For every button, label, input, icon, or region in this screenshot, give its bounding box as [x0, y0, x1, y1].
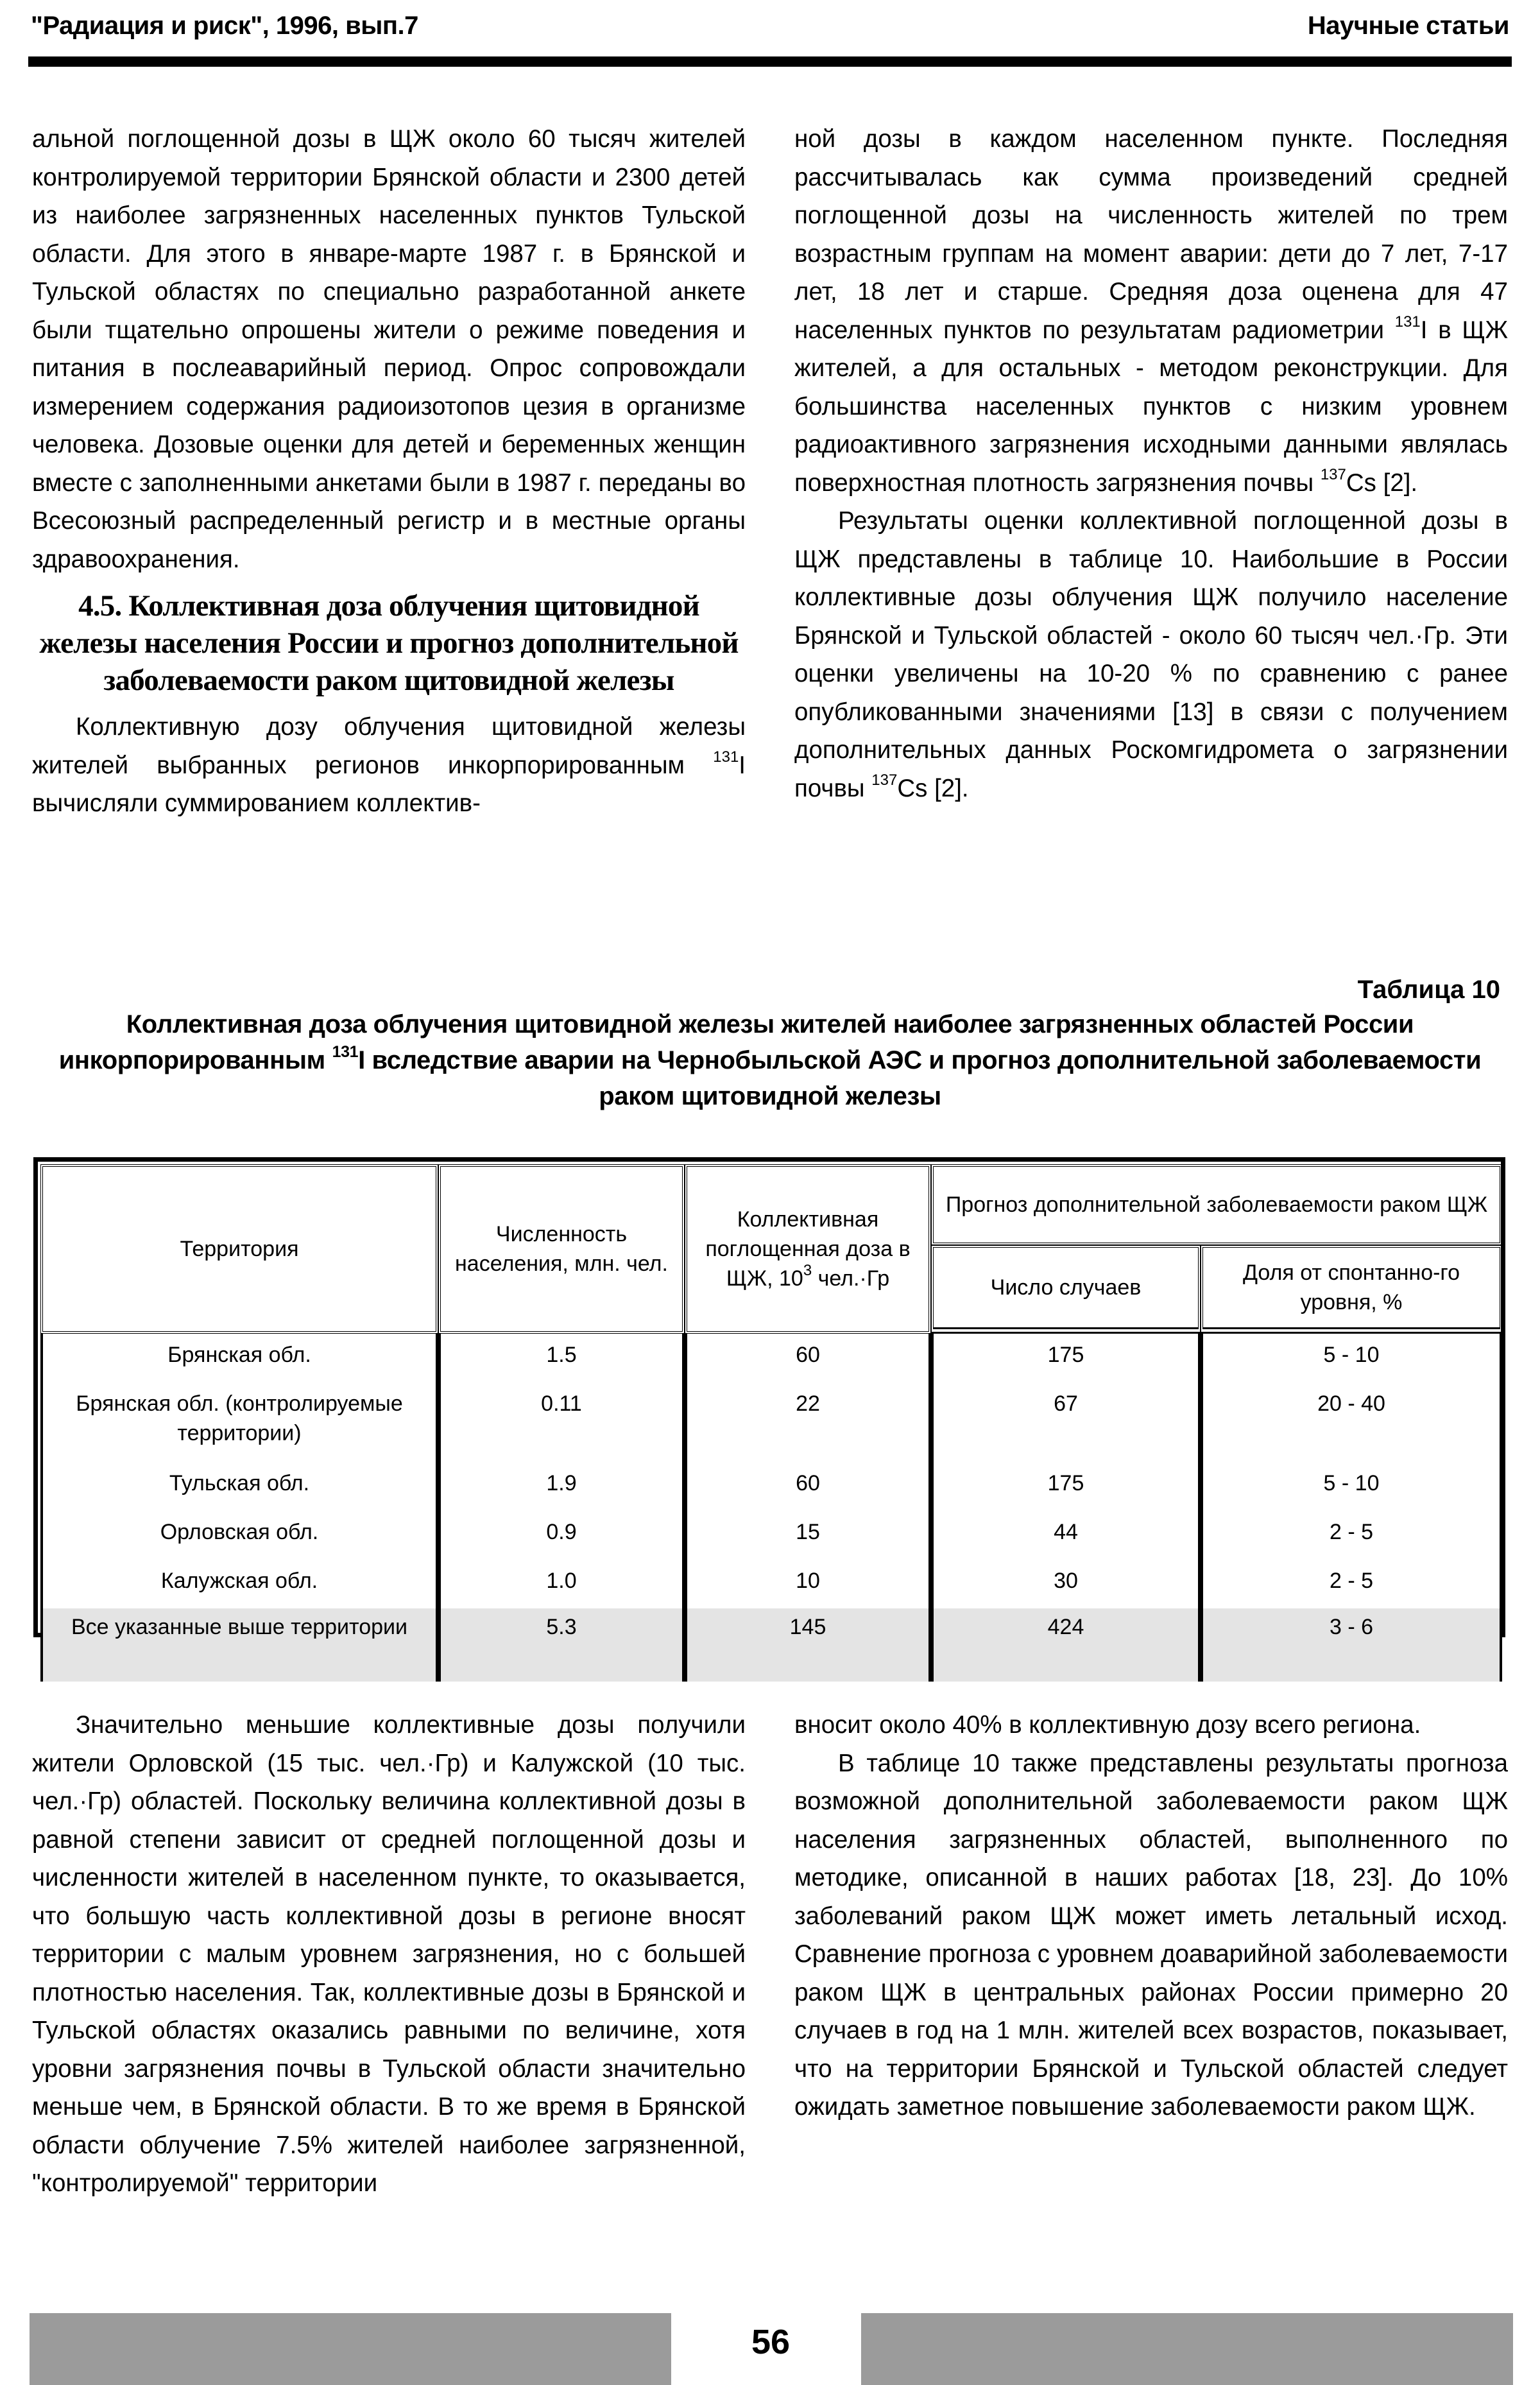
- text-run: I вследствие аварии на Чернобыльской АЭС и прогноз дополнительной заболеваемости раком щитовидной железы: [358, 1046, 1482, 1110]
- cell-cases: 424: [931, 1608, 1201, 1682]
- table-caption: [38, 1006, 1502, 1114]
- table-row: [40, 1462, 1502, 1511]
- isotope-superscript: 131: [1394, 313, 1421, 331]
- left-column-top: [32, 120, 746, 823]
- cell-dose: 10: [685, 1560, 931, 1608]
- section-heading: 4.5. Коллективная доза облучения щитовидной железы населения России и прогноз дополнительной заболеваемости раком щитовидной железы: [39, 589, 739, 697]
- text-run: I вычисляли суммированием коллектив-: [32, 751, 746, 817]
- cell-cases: 67: [931, 1382, 1201, 1462]
- cell-cases: 44: [931, 1511, 1201, 1560]
- right-column-bottom: [794, 1706, 1508, 2126]
- paragraph: В таблице 10 также представлены результаты прогноза возможной дополнительной заболеваемости раком ЩЖ населения загрязненных областей, выполненного по методике, описанной в наших работах [18, 23]. До 10% заболеваний раком ЩЖ может иметь летальный исход. Сравнение прогноза с уровнем доаварийной заболеваемости раком ЩЖ в центральных районах России примерно 20 случаев в год на 1 млн. жителей всех возрастов, показывает, что на территории Брянской и Тульской областей следует ожидать заметное повышение заболеваемости раком ЩЖ.: [794, 1749, 1508, 2121]
- header-territory: Территория: [40, 1164, 438, 1334]
- cell-share: 5 - 10: [1201, 1334, 1502, 1382]
- paragraph: вносит около 40% в коллективную дозу всего региона.: [794, 1711, 1421, 1739]
- cell-dose: 22: [685, 1382, 931, 1462]
- header-forecast: Прогноз дополнительной заболеваемости раком ЩЖ: [931, 1164, 1502, 1245]
- cell-population: 1.0: [438, 1560, 685, 1608]
- table-label: Таблица 10: [1357, 976, 1500, 1004]
- paragraph: Значительно меньшие коллективные дозы получили жители Орловской (15 тыс. чел.·Гр) и Калужской (10 тыс. чел.·Гр) областей. Поскольку величина коллективной дозы в равной степени зависит от средней поглощенной дозы и численности жителей в населенном пункте, то оказывается, что большую часть коллективной дозы в регионе вносят территории с малым уровнем загрязнения, но с большей плотностью населения. Так, коллективные дозы в Брянской и Тульской областях оказались равными по величине, хотя уровни загрязнения почвы в Тульской области значительно меньше чем, в Брянской области. В то же время в Брянской области облучение 7.5% жителей наиболее загрязненной, "контролируемой" территории: [32, 1711, 746, 2197]
- cell-share: 5 - 10: [1201, 1462, 1502, 1511]
- isotope-superscript: 137: [1320, 465, 1346, 483]
- header-rule: [28, 56, 1512, 67]
- text-run: Cs [2].: [1346, 469, 1418, 497]
- cell-share: 20 - 40: [1201, 1382, 1502, 1462]
- header-collective-dose: [685, 1164, 931, 1334]
- isotope-superscript: 137: [871, 771, 898, 789]
- cell-share: 3 - 6: [1201, 1608, 1502, 1682]
- cell-population: 5.3: [438, 1608, 685, 1682]
- cell-dose: 60: [685, 1462, 931, 1511]
- isotope-superscript: 131: [332, 1042, 359, 1061]
- paragraph: [32, 708, 746, 823]
- cell-share: 2 - 5: [1201, 1560, 1502, 1608]
- text-run: чел.·Гр: [812, 1266, 890, 1291]
- cell-dose: 145: [685, 1608, 931, 1682]
- isotope-superscript: 131: [713, 748, 739, 766]
- cell-dose: 15: [685, 1511, 931, 1560]
- cell-cases: 30: [931, 1560, 1201, 1608]
- left-column-bottom: [32, 1706, 746, 2203]
- table-row: [40, 1382, 1502, 1462]
- table-row: [40, 1511, 1502, 1560]
- header-share: Доля от спонтанно-го уровня, %: [1201, 1245, 1502, 1334]
- cell-territory: Все указанные выше территории: [40, 1608, 438, 1682]
- cell-territory: Калужская обл.: [40, 1560, 438, 1608]
- cell-territory: Брянская обл. (контролируемые территории): [40, 1382, 438, 1462]
- exponent-superscript: 3: [803, 1261, 812, 1279]
- text-run: Коллективная поглощенная доза в ЩЖ, 10: [705, 1207, 911, 1291]
- paragraph: альной поглощенной дозы в ЩЖ около 60 тысяч жителей контролируемой территории Брянской области и 2300 детей из наиболее загрязненных населенных пунктов Тульской области. Для этого в январе-марте 1987 г. в Брянской и Тульской областях по специально разработанной анкете были тщательно опрошены жители о режиме поведения и питания в послеаварийный период. Опрос сопровождали измерением содержания радиоизотопов цезия в организме человека. Дозовые оценки для детей и беременных женщин вместе с заполненными анкетами были в 1987 г. переданы во Всесоюзный распределенный регистр и в местные органы здравоохранения.: [32, 125, 746, 573]
- cell-population: 1.5: [438, 1334, 685, 1382]
- table-row: [40, 1560, 1502, 1608]
- page-number: 56: [751, 2323, 791, 2361]
- cell-cases: 175: [931, 1334, 1201, 1382]
- header-cases: Число случаев: [931, 1245, 1201, 1334]
- text-run: Cs [2].: [897, 774, 969, 802]
- text-run: Результаты оценки коллективной поглощенной дозы в ЩЖ представлены в таблице 10. Наибольшие в России коллективные дозы облучения ЩЖ получило население Брянской и Тульской областей - около 60 тысяч чел.·Гр. Эти оценки увеличены на 10-20 % по сравнению с ранее опубликованными значениями [13] в связи с получением дополнительных данных Роскомгидромета о загрязнении почвы: [794, 507, 1508, 802]
- cell-territory: Брянская обл.: [40, 1334, 438, 1382]
- cell-population: 0.11: [438, 1382, 685, 1462]
- cell-dose: 60: [685, 1334, 931, 1382]
- data-table: [33, 1157, 1505, 1637]
- cell-cases: 175: [931, 1462, 1201, 1511]
- journal-title: "Радиация и риск", 1996, вып.7: [31, 12, 418, 40]
- text-run: I в ЩЖ жителей, а для остальных - методом реконструкции. Для большинства населенных пунктов с низким уровнем радиоактивного загрязнения исходными данными являлась поверхностная плотность загрязнения почвы: [794, 316, 1508, 497]
- table-total-row: [40, 1608, 1502, 1682]
- cell-population: 1.9: [438, 1462, 685, 1511]
- cell-territory: Орловская обл.: [40, 1511, 438, 1560]
- text-run: ной дозы в каждом населенном пункте. Последняя рассчитывалась как сумма произведений средней поглощенной дозы на численность жителей по трем возрастным группам на момент аварии: дети до 7 лет, 7-17 лет, 18 лет и старше. Средняя доза оценена для 47 населенных пунктов по результатам радиометрии: [794, 125, 1508, 344]
- table-row: [40, 1334, 1502, 1382]
- running-head: [31, 12, 1509, 44]
- cell-share: 2 - 5: [1201, 1511, 1502, 1560]
- header-population: Численность населения, млн. чел.: [438, 1164, 685, 1334]
- footer-bar-left: [30, 2313, 671, 2385]
- text-run: Коллективную дозу облучения щитовидной железы жителей выбранных регионов инкорпорированным: [32, 713, 746, 779]
- section-name: Научные статьи: [1307, 12, 1509, 40]
- cell-population: 0.9: [438, 1511, 685, 1560]
- text-run: Коллективная доза облучения щитовидной железы жителей наиболее загрязненных областей России инкорпорированным: [58, 1010, 1414, 1074]
- paragraph: [794, 120, 1508, 502]
- cell-territory: Тульская обл.: [40, 1462, 438, 1511]
- paragraph: [794, 502, 1508, 807]
- right-column-top: [794, 120, 1508, 807]
- footer-bar-right: [861, 2313, 1513, 2385]
